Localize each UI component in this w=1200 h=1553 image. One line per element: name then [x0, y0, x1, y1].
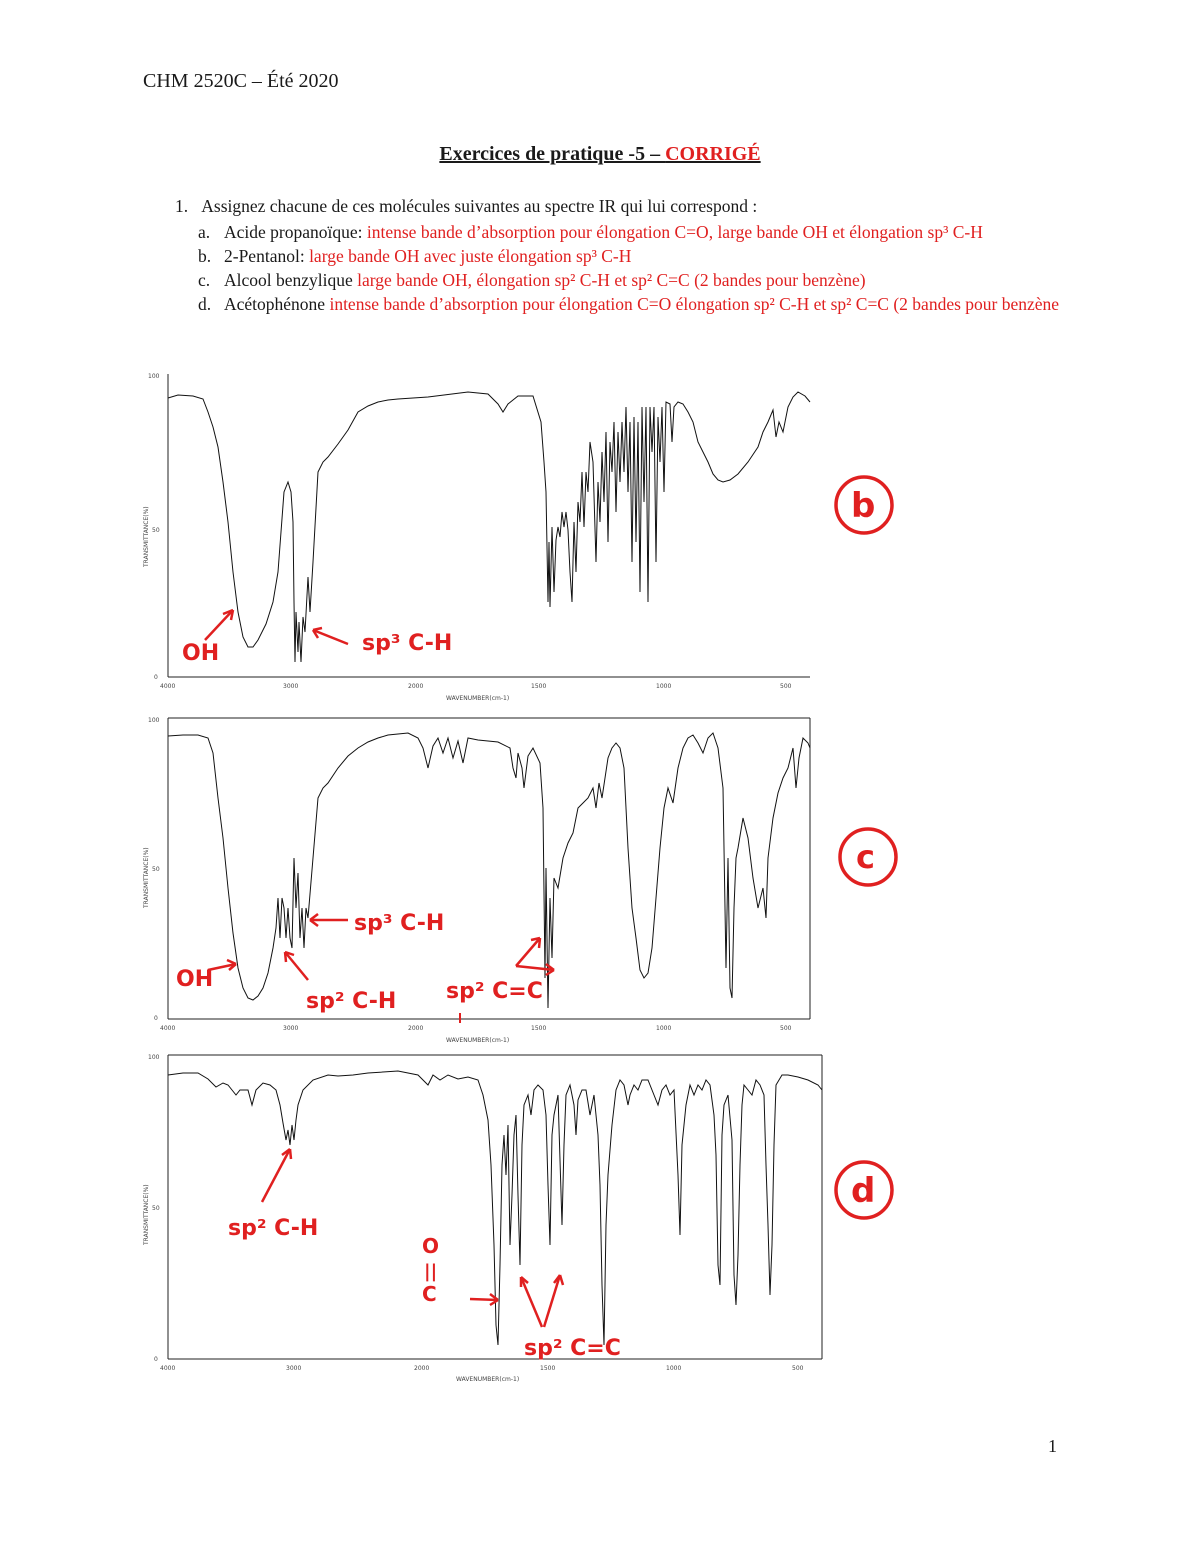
x-tick: 3000 — [283, 683, 299, 690]
x-tick: 1500 — [531, 1025, 547, 1032]
question — [175, 196, 757, 217]
option-d — [198, 292, 1060, 316]
spectrum-trace — [168, 392, 810, 662]
x-tick: 1000 — [666, 1365, 682, 1372]
y-axis-label: TRANSMITTANCE(%) — [143, 847, 150, 908]
sp2-cc-label: sp² C=C — [446, 979, 543, 1004]
spectrum-d-svg — [138, 1045, 838, 1395]
question-text: Assignez chacune de ces molécules suivantes au spectre IR qui lui correspond : — [201, 196, 758, 216]
option-answer: intense bande d’absorption pour élongation C=O élongation sp² C-H et sp² C=C (2 bandes pour benzène — [329, 294, 1060, 314]
x-tick: 1000 — [656, 1025, 672, 1032]
spectrum-trace — [168, 733, 810, 1008]
sp3-ch-label: sp³ C-H — [362, 631, 453, 656]
x-axis-label: WAVENUMBER(cm-1) — [446, 695, 510, 702]
y-tick: 50 — [152, 1205, 160, 1212]
arrow-line — [285, 952, 308, 980]
options-list — [198, 220, 1060, 316]
spectrum-c — [138, 708, 908, 1053]
title-main: Exercices de pratique -5 – — [439, 143, 666, 165]
spectrum-b — [138, 362, 908, 707]
arrow-line — [544, 1275, 560, 1327]
y-tick: 50 — [152, 866, 160, 873]
x-axis-label: WAVENUMBER(cm-1) — [446, 1037, 510, 1044]
option-molecule: Acétophénone — [224, 294, 326, 314]
x-tick: 1500 — [531, 683, 547, 690]
option-answer: intense bande d’absorption pour élongation C=O, large bande OH et élongation sp³ C-H — [366, 222, 983, 242]
y-axis-label: TRANSMITTANCE(%) — [143, 506, 150, 567]
option-letter: b. — [198, 246, 212, 266]
y-tick: 100 — [148, 1054, 160, 1061]
x-tick: 4000 — [160, 683, 176, 690]
x-tick: 3000 — [283, 1025, 299, 1032]
question-number: 1. — [175, 196, 189, 216]
option-c — [198, 268, 1060, 292]
option-letter: c. — [198, 270, 211, 290]
option-molecule: Acide propanoïque: — [224, 222, 363, 242]
y-tick: 0 — [154, 1356, 158, 1363]
x-axis-label: WAVENUMBER(cm-1) — [456, 1376, 520, 1383]
oh-label: OH — [182, 641, 220, 666]
circled-letter-c — [836, 825, 900, 894]
oh-label: OH — [176, 967, 214, 992]
circle-letter: d — [851, 1171, 876, 1211]
y-tick: 100 — [148, 373, 160, 380]
circled-letter-d — [832, 1158, 896, 1227]
x-tick: 500 — [780, 1025, 792, 1032]
x-tick: 2000 — [408, 683, 424, 690]
sp2-cc-label: sp² C=C — [524, 1336, 621, 1361]
x-tick: 2000 — [408, 1025, 424, 1032]
co-bond-label: || — [424, 1261, 438, 1282]
arrow-line — [262, 1149, 290, 1202]
sp2-ch-label: sp² C-H — [306, 989, 397, 1014]
y-tick: 100 — [148, 717, 160, 724]
y-tick: 0 — [154, 1015, 158, 1022]
circled-letter-b — [832, 473, 896, 542]
arrow-line — [205, 610, 233, 640]
sp2-ch-label: sp² C-H — [228, 1216, 319, 1241]
x-tick: 500 — [780, 683, 792, 690]
y-axis-label: TRANSMITTANCE(%) — [143, 1184, 150, 1245]
x-tick: 500 — [792, 1365, 804, 1372]
x-tick: 1000 — [656, 683, 672, 690]
x-tick: 4000 — [160, 1025, 176, 1032]
option-molecule: Alcool benzylique — [224, 270, 353, 290]
spectrum-c-svg — [138, 708, 908, 1053]
circle-letter: c — [856, 838, 875, 876]
co-top-label: O — [422, 1234, 440, 1258]
y-tick: 0 — [154, 674, 158, 681]
option-letter: d. — [198, 294, 212, 314]
option-answer: large bande OH, élongation sp² C-H et sp² C=C (2 bandes pour benzène) — [357, 270, 866, 290]
arrow-line — [521, 1277, 542, 1327]
x-tick: 4000 — [160, 1365, 176, 1372]
arrow-line — [516, 938, 540, 966]
option-b — [198, 244, 1060, 268]
x-tick: 2000 — [414, 1365, 430, 1372]
title-highlight: CORRIGÉ — [665, 143, 761, 165]
co-bottom-label: C — [422, 1282, 437, 1306]
sp3-ch-label: sp³ C-H — [354, 911, 445, 936]
x-tick: 1500 — [540, 1365, 556, 1372]
page-title — [0, 143, 1200, 166]
option-molecule: 2-Pentanol: — [224, 246, 305, 266]
circle-letter: b — [851, 486, 876, 526]
page-header: CHM 2520C – Été 2020 — [143, 70, 339, 92]
y-tick: 50 — [152, 527, 160, 534]
page-number: 1 — [1048, 1436, 1057, 1456]
option-a — [198, 220, 1060, 244]
spectrum-trace — [168, 1071, 822, 1345]
spectrum-d — [138, 1045, 838, 1395]
arrow-line — [470, 1299, 498, 1300]
option-answer: large bande OH avec juste élongation sp³ C-H — [309, 246, 632, 266]
spectrum-b-svg — [138, 362, 908, 707]
option-letter: a. — [198, 222, 211, 242]
x-tick: 3000 — [286, 1365, 302, 1372]
